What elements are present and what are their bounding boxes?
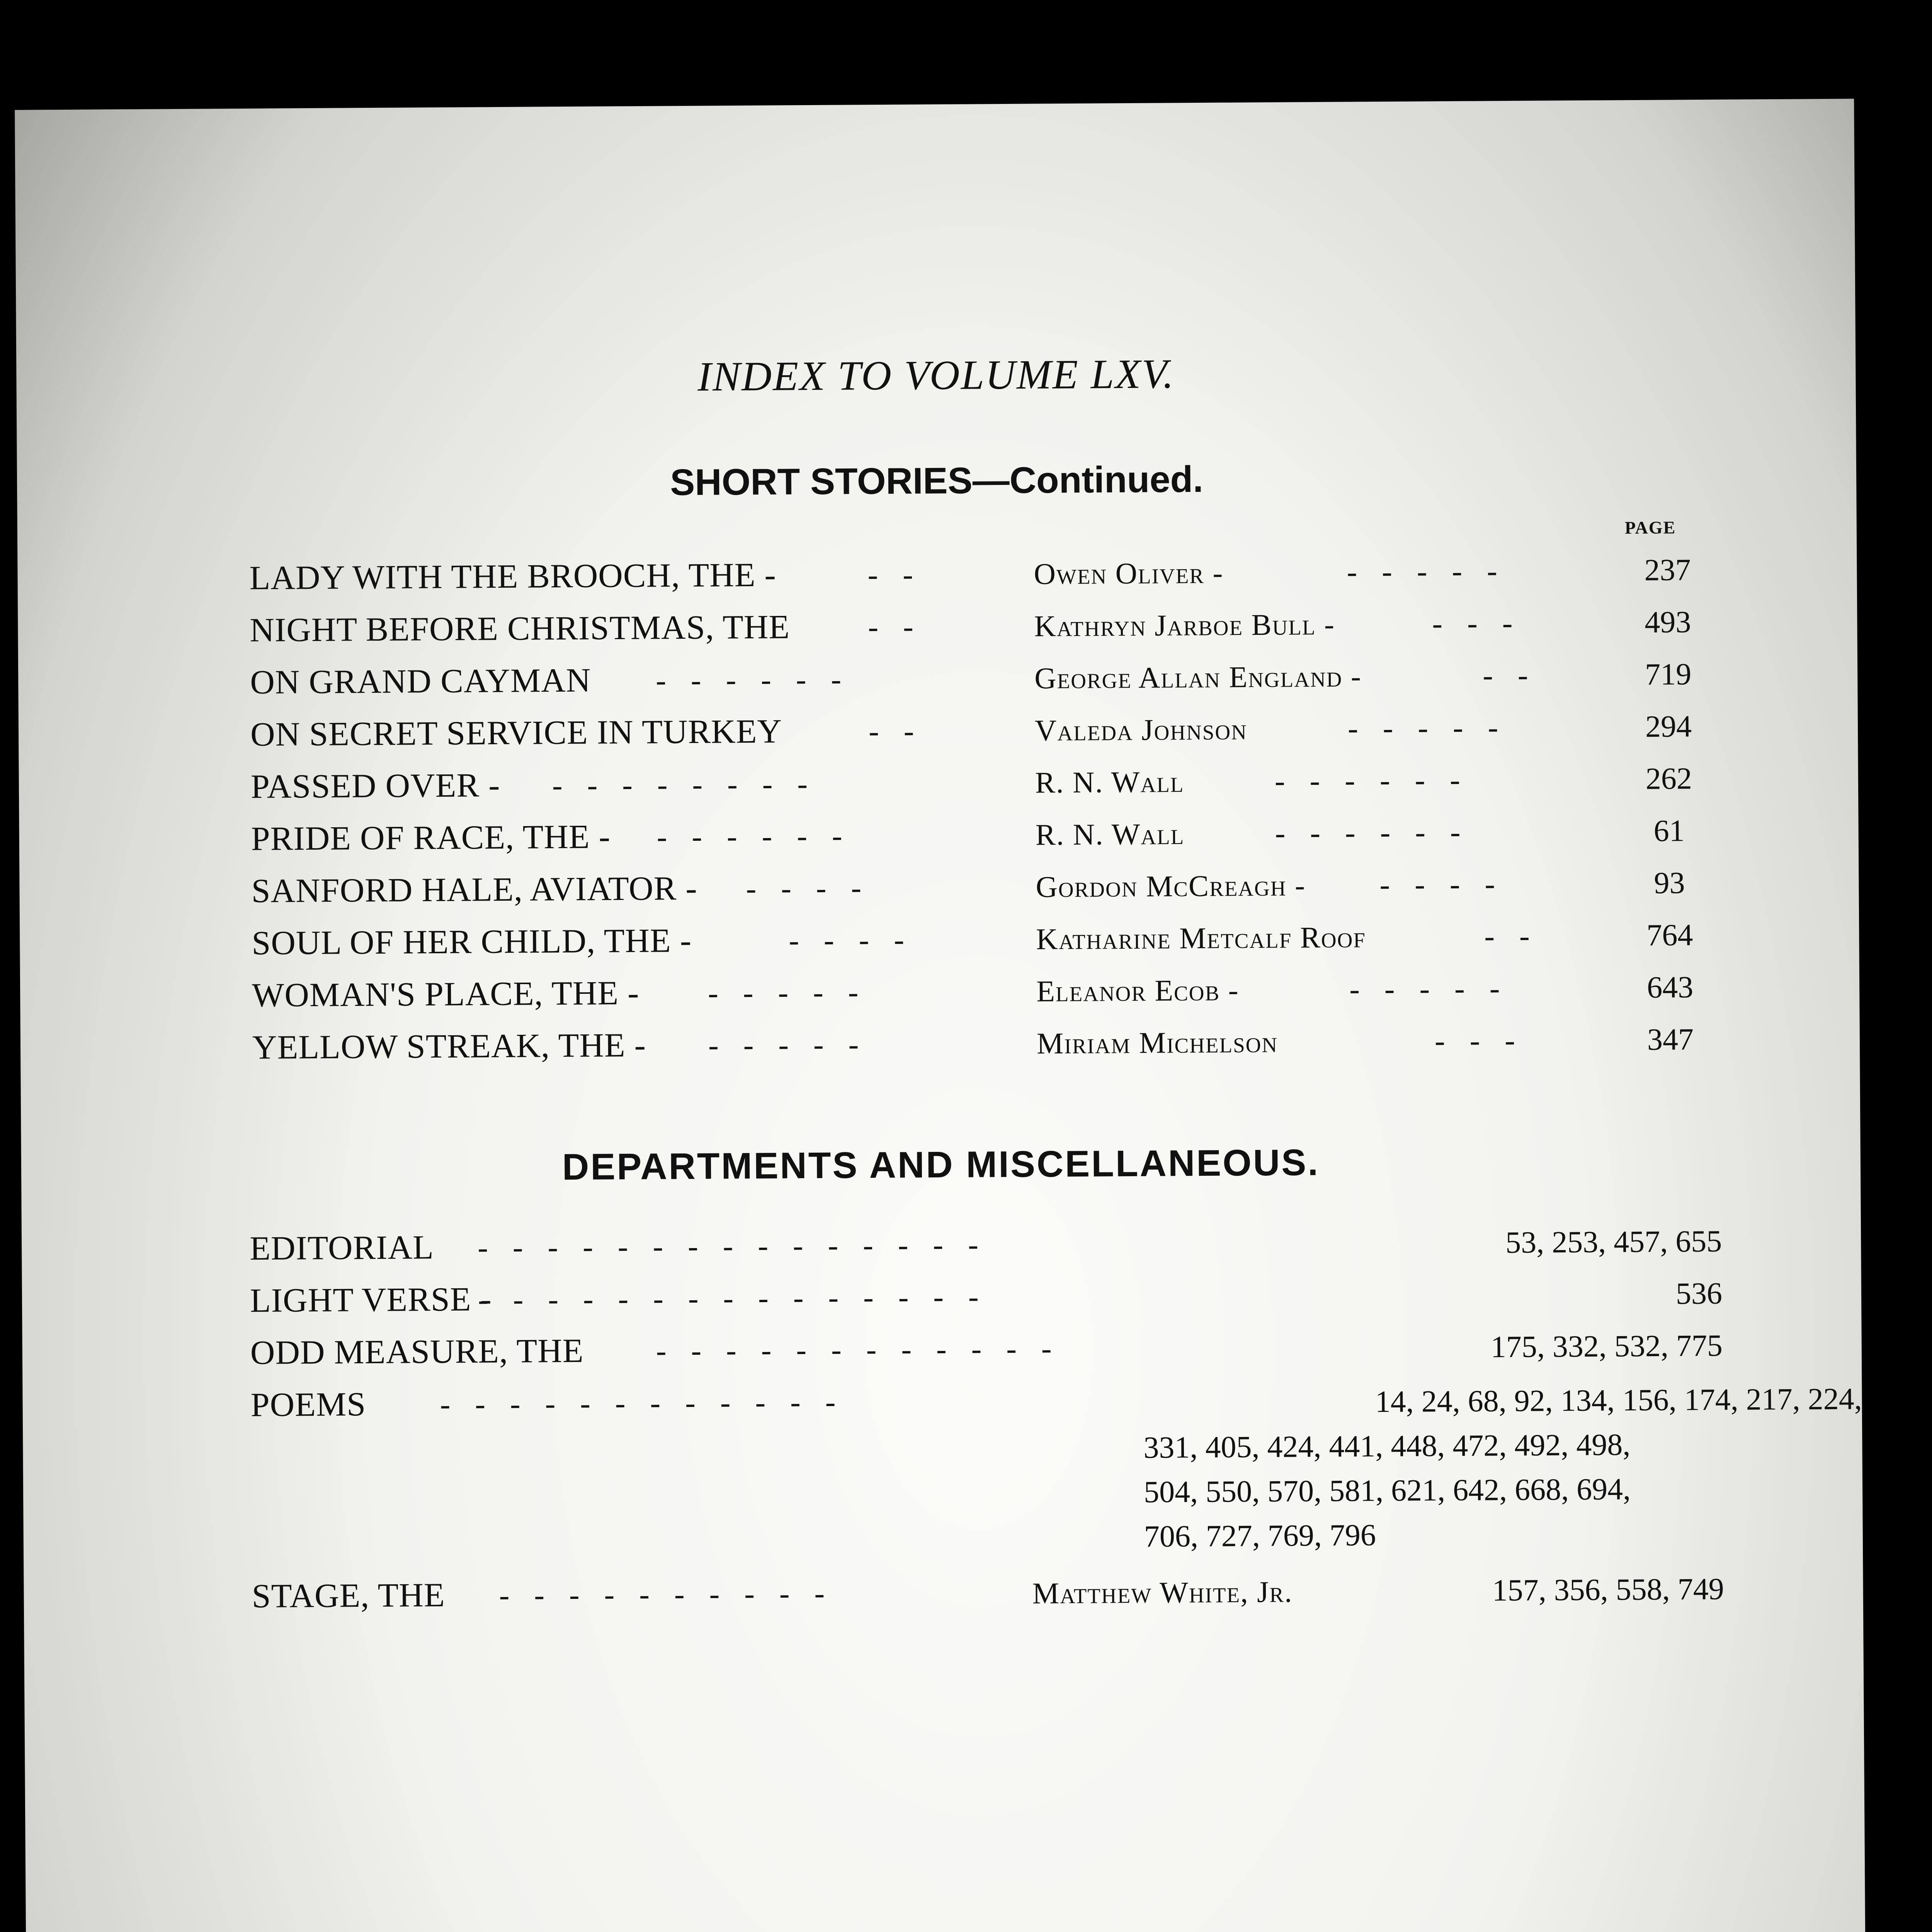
story-page: 294 — [1645, 709, 1692, 744]
story-title: NIGHT BEFORE CHRISTMAS, THE — [250, 608, 790, 649]
leader-dashes: - - - - - - — [1274, 763, 1469, 798]
story-title: WOMAN'S PLACE, THE - — [252, 974, 639, 1014]
leader-dashes: - - — [1484, 919, 1538, 954]
department-title: STAGE, THE — [252, 1576, 445, 1615]
story-page: 643 — [1646, 970, 1694, 1005]
leader-dashes: - - — [867, 558, 922, 592]
leader-dashes: - - - - — [789, 923, 913, 958]
story-author: R. N. Wall — [1035, 817, 1185, 852]
leader-dashes: - - - - — [1379, 867, 1504, 902]
leader-dashes: - - — [868, 714, 923, 749]
story-page: 93 — [1654, 866, 1685, 900]
leader-dashes: - - - - - - - - - - - - - - - — [477, 1228, 987, 1265]
story-author: Katharine Metcalf Roof — [1036, 920, 1366, 956]
department-title: LIGHT VERSE - — [250, 1281, 492, 1320]
leader-dashes: - - - - - - - - — [552, 767, 816, 803]
leader-dashes: - - - - - - - - - - — [499, 1576, 833, 1613]
leader-dashes: - - - - - - — [1275, 815, 1469, 850]
story-author: Valeda Johnson — [1034, 712, 1248, 747]
story-page: 719 — [1645, 657, 1692, 692]
story-author: Miriam Michelson — [1036, 1025, 1278, 1060]
story-title: LADY WITH THE BROOCH, THE - — [249, 556, 777, 597]
department-title: EDITORIAL — [249, 1229, 434, 1267]
leader-dashes: - - - - - - — [656, 819, 851, 854]
poems-pages-line: 331, 405, 424, 441, 448, 472, 492, 498, — [1143, 1428, 1631, 1465]
poems-pages-line: 14, 24, 68, 92, 134, 156, 174, 217, 224, — [1375, 1382, 1862, 1419]
leader-dashes: - - - - - - - - - - - - - - - — [478, 1280, 987, 1317]
story-author: Owen Oliver - — [1034, 556, 1224, 591]
leader-dashes: - - - - - — [1347, 711, 1507, 746]
story-page: 764 — [1646, 918, 1693, 952]
department-pages: 175, 332, 532, 775 — [1490, 1328, 1723, 1364]
story-author: Eleanor Ecob - — [1036, 973, 1239, 1008]
story-page: 262 — [1645, 762, 1692, 796]
department-pages: 536 — [1675, 1276, 1723, 1311]
leader-dashes: - - — [1482, 658, 1537, 693]
story-author: Kathryn Jarboe Bull - — [1034, 607, 1335, 643]
story-page: 493 — [1645, 605, 1691, 639]
story-author: R. N. Wall — [1035, 765, 1184, 799]
leader-dashes: - - - - - - - - - - - - — [656, 1332, 1060, 1368]
leader-dashes: - - - - - — [1349, 971, 1509, 1007]
department-pages: 157, 356, 558, 749 — [1492, 1572, 1724, 1608]
department-pages: 53, 253, 457, 655 — [1505, 1224, 1722, 1260]
leader-dashes: - - — [868, 610, 922, 645]
leader-dashes: - - - — [1432, 606, 1521, 641]
story-page: 237 — [1644, 553, 1691, 587]
story-title: PASSED OVER - — [250, 766, 500, 806]
story-page: 61 — [1653, 814, 1685, 848]
department-title: ODD MEASURE, THE — [250, 1332, 584, 1372]
story-title: ON SECRET SERVICE IN TURKEY — [250, 713, 782, 753]
story-title: PRIDE OF RACE, THE - — [251, 818, 611, 858]
leader-dashes: - - - - - — [707, 975, 867, 1010]
story-title: SOUL OF HER CHILD, THE - — [252, 922, 692, 962]
leader-dashes: - - - - - - - - - - - - — [440, 1385, 844, 1422]
departments-heading: DEPARTMENTS AND MISCELLANEOUS. — [562, 1142, 1320, 1188]
leader-dashes: - - - - — [746, 871, 870, 906]
leader-dashes: - - - - - - — [655, 662, 850, 698]
story-title: SANFORD HALE, AVIATOR - — [251, 869, 697, 910]
poems-pages-line: 504, 550, 570, 581, 621, 642, 668, 694, — [1143, 1472, 1631, 1509]
department-author: Matthew White, Jr. — [1032, 1575, 1293, 1610]
department-title: POEMS — [250, 1386, 366, 1424]
poems-pages-line: 706, 727, 769, 796 — [1144, 1518, 1376, 1554]
short-stories-heading: SHORT STORIES—Continued. — [670, 458, 1204, 503]
leader-dashes: - - - — [1434, 1023, 1524, 1058]
story-title: ON GRAND CAYMAN — [250, 662, 591, 701]
running-head: INDEX TO VOLUME LXV. — [697, 351, 1175, 400]
story-author: Gordon McCreagh - — [1036, 868, 1306, 904]
story-page: 347 — [1647, 1022, 1694, 1057]
index-page — [15, 99, 1871, 1932]
leader-dashes: - - - - - — [708, 1027, 867, 1063]
leader-dashes: - - - - - — [1347, 554, 1506, 589]
story-author: George Allan England - — [1034, 659, 1362, 695]
page-column-label: PAGE — [1624, 517, 1676, 538]
story-title: YELLOW STREAK, THE - — [252, 1026, 646, 1066]
